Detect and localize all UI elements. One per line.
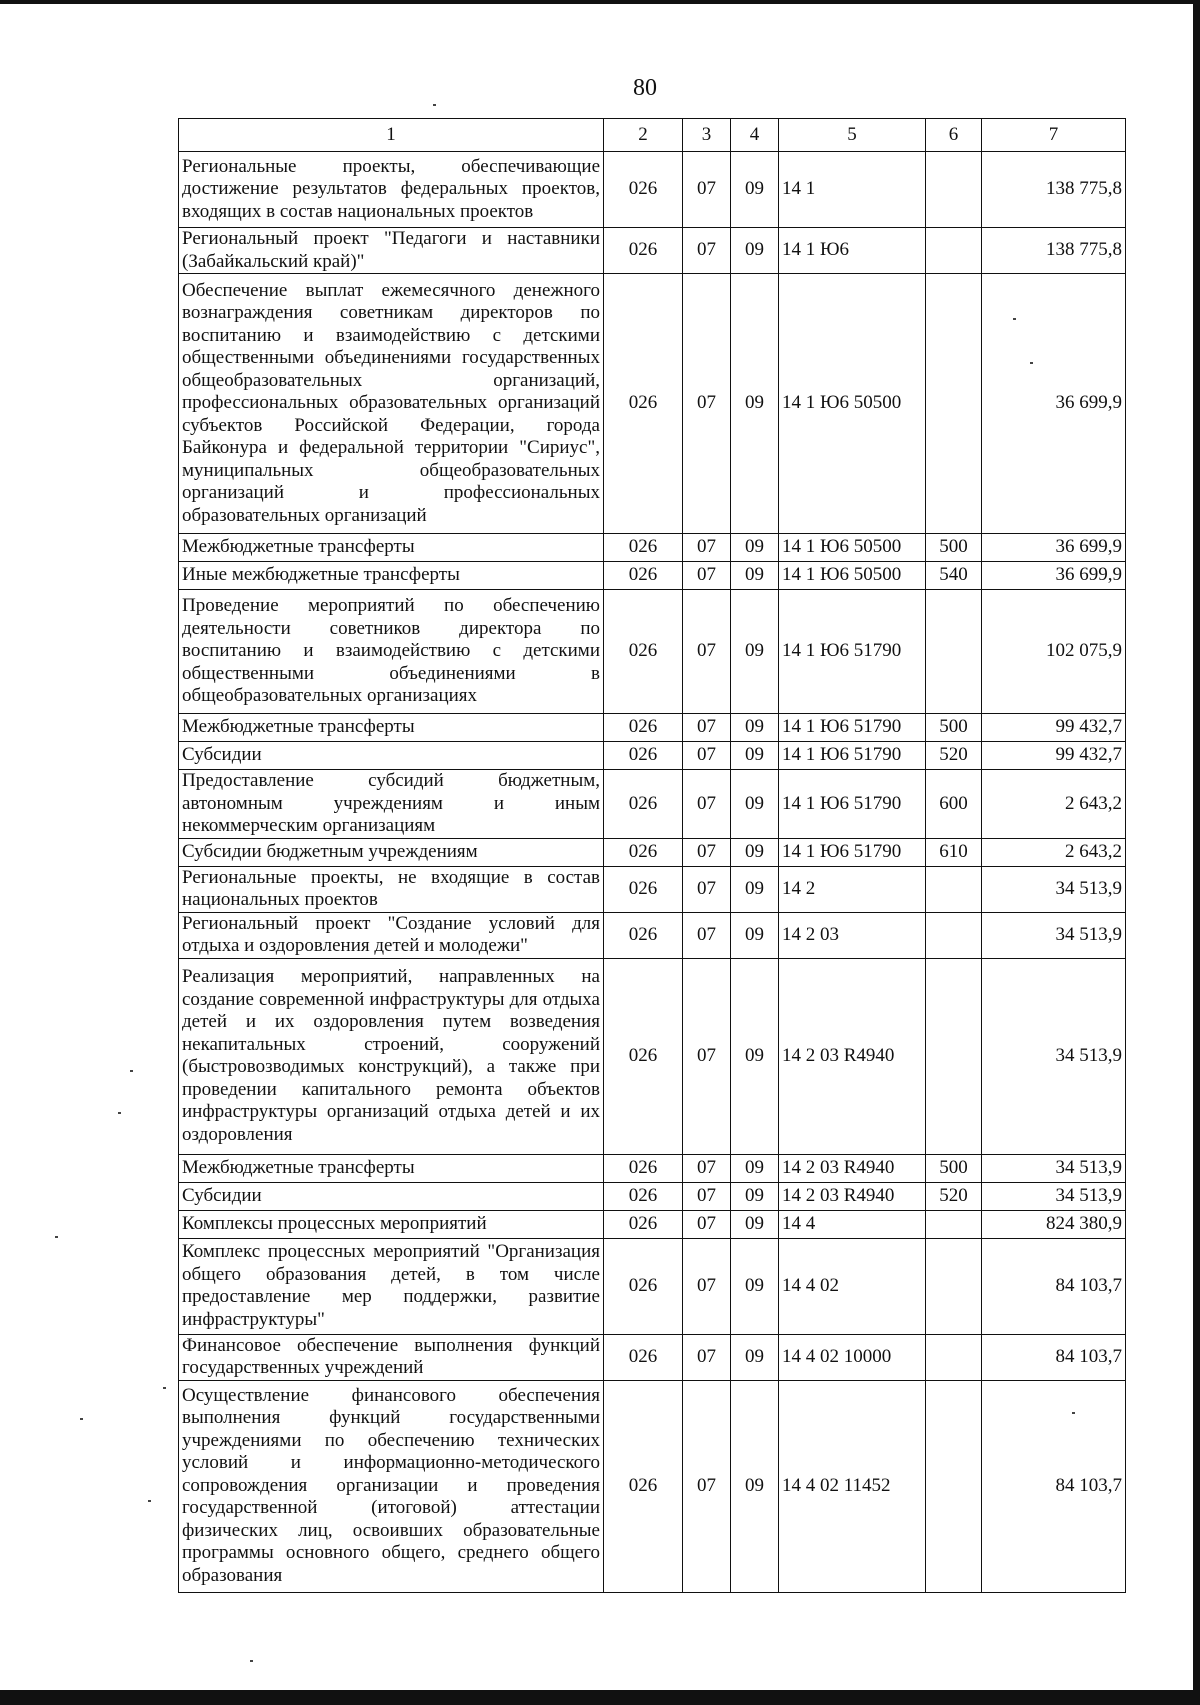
- row-expense-type: 520: [926, 1182, 982, 1210]
- table-row: [179, 562, 1126, 590]
- row-subsection: 09: [731, 912, 779, 958]
- row-expense-type: [926, 1210, 982, 1238]
- row-subsection: 09: [731, 562, 779, 590]
- row-expense-type: [926, 152, 982, 228]
- row-description: Субсидии: [179, 742, 604, 770]
- table-row: [179, 838, 1126, 866]
- row-target-article: 14 2 03 R4940: [779, 1182, 926, 1210]
- table-row: [179, 912, 1126, 958]
- row-description: Региональный проект "Создание условий для отдыха и оздоровления детей и молодежи": [179, 912, 604, 958]
- row-description: Проведение мероприятий по обеспечению деятельности советников директора по воспитанию и взаимодействию с детскими общественными объединениями в общеобразовательных организациях: [179, 590, 604, 714]
- page-number: 80: [633, 75, 657, 101]
- row-target-article: 14 1 Ю6 51790: [779, 714, 926, 742]
- table-row: [179, 1182, 1126, 1210]
- table-row: [179, 590, 1126, 714]
- row-target-article: 14 1: [779, 152, 926, 228]
- row-section: 07: [683, 958, 731, 1154]
- row-code-admin: 026: [604, 866, 683, 912]
- row-section: 07: [683, 562, 731, 590]
- row-expense-type: 610: [926, 838, 982, 866]
- row-expense-type: 520: [926, 742, 982, 770]
- header-cell: 6: [926, 119, 982, 152]
- row-target-article: 14 4 02 10000: [779, 1334, 926, 1380]
- row-description: Реализация мероприятий, направленных на создание современной инфраструктуры для отдыха детей и их оздоровления путем возведения некапитальных строений, сооружений (быстровозводимых конструкций), а также при проведении капитального ремонта объектов инфраструктуры организаций отдыха детей и их оздоровления: [179, 958, 604, 1154]
- scan-speck: [433, 104, 436, 106]
- row-subsection: 09: [731, 1334, 779, 1380]
- header-cell: 2: [604, 119, 683, 152]
- row-description: Иные межбюджетные трансферты: [179, 562, 604, 590]
- table-row: [179, 1238, 1126, 1334]
- row-code-admin: 026: [604, 1182, 683, 1210]
- row-target-article: 14 2 03 R4940: [779, 1154, 926, 1182]
- row-amount: 99 432,7: [982, 714, 1126, 742]
- row-description: Межбюджетные трансферты: [179, 1154, 604, 1182]
- scan-border-right: [1193, 0, 1200, 1705]
- row-target-article: 14 1 Ю6 51790: [779, 838, 926, 866]
- row-amount: 2 643,2: [982, 838, 1126, 866]
- row-description: Комплекс процессных мероприятий "Организация общего образования детей, в том числе предоставление мер поддержки, развитие инфраструктуры": [179, 1238, 604, 1334]
- row-target-article: 14 4 02: [779, 1238, 926, 1334]
- scan-speck: [1013, 318, 1016, 320]
- row-subsection: 09: [731, 1182, 779, 1210]
- row-target-article: 14 4 02 11452: [779, 1380, 926, 1592]
- scan-speck: [1030, 362, 1033, 364]
- row-code-admin: 026: [604, 228, 683, 274]
- scan-speck: [1072, 1412, 1075, 1414]
- row-code-admin: 026: [604, 912, 683, 958]
- row-expense-type: [926, 590, 982, 714]
- row-description: Региональный проект "Педагоги и наставники (Забайкальский край)": [179, 228, 604, 274]
- row-target-article: 14 1 Ю6 50500: [779, 562, 926, 590]
- row-amount: 138 775,8: [982, 152, 1126, 228]
- row-section: 07: [683, 742, 731, 770]
- row-section: 07: [683, 1238, 731, 1334]
- row-expense-type: [926, 866, 982, 912]
- row-code-admin: 026: [604, 562, 683, 590]
- row-section: 07: [683, 770, 731, 839]
- row-description: Региональные проекты, не входящие в состав национальных проектов: [179, 866, 604, 912]
- row-expense-type: 540: [926, 562, 982, 590]
- scan-border-bottom: [0, 1690, 1200, 1705]
- row-code-admin: 026: [604, 1154, 683, 1182]
- table-row: [179, 866, 1126, 912]
- row-target-article: 14 1 Ю6 51790: [779, 742, 926, 770]
- row-amount: 2 643,2: [982, 770, 1126, 839]
- row-subsection: 09: [731, 590, 779, 714]
- row-description: Субсидии бюджетным учреждениям: [179, 838, 604, 866]
- row-code-admin: 026: [604, 1238, 683, 1334]
- row-subsection: 09: [731, 274, 779, 534]
- header-cell: 5: [779, 119, 926, 152]
- row-target-article: 14 1 Ю6 51790: [779, 590, 926, 714]
- header-cell: 1: [179, 119, 604, 152]
- row-section: 07: [683, 866, 731, 912]
- row-section: 07: [683, 714, 731, 742]
- row-expense-type: 500: [926, 714, 982, 742]
- row-expense-type: [926, 1380, 982, 1592]
- row-amount: 84 103,7: [982, 1334, 1126, 1380]
- row-code-admin: 026: [604, 152, 683, 228]
- row-subsection: 09: [731, 742, 779, 770]
- scan-speck: [250, 1660, 253, 1662]
- row-description: Межбюджетные трансферты: [179, 714, 604, 742]
- row-section: 07: [683, 152, 731, 228]
- row-amount: 36 699,9: [982, 274, 1126, 534]
- scan-border-top: [0, 0, 1200, 4]
- row-subsection: 09: [731, 1238, 779, 1334]
- table-row: [179, 274, 1126, 534]
- table-row: [179, 228, 1126, 274]
- row-subsection: 09: [731, 770, 779, 839]
- row-section: 07: [683, 838, 731, 866]
- row-amount: 34 513,9: [982, 1154, 1126, 1182]
- row-subsection: 09: [731, 152, 779, 228]
- row-code-admin: 026: [604, 1334, 683, 1380]
- row-code-admin: 026: [604, 958, 683, 1154]
- row-subsection: 09: [731, 958, 779, 1154]
- row-subsection: 09: [731, 714, 779, 742]
- row-expense-type: [926, 912, 982, 958]
- row-code-admin: 026: [604, 274, 683, 534]
- row-code-admin: 026: [604, 714, 683, 742]
- row-section: 07: [683, 590, 731, 714]
- row-amount: 36 699,9: [982, 534, 1126, 562]
- row-amount: 824 380,9: [982, 1210, 1126, 1238]
- table-row: [179, 1380, 1126, 1592]
- row-expense-type: [926, 958, 982, 1154]
- table-row: [179, 152, 1126, 228]
- row-target-article: 14 1 Ю6: [779, 228, 926, 274]
- row-amount: 84 103,7: [982, 1380, 1126, 1592]
- row-expense-type: [926, 274, 982, 534]
- scan-speck: [148, 1500, 151, 1502]
- row-description: Предоставление субсидий бюджетным, автономным учреждениям и иным некоммерческим организациям: [179, 770, 604, 839]
- row-description: Субсидии: [179, 1182, 604, 1210]
- row-target-article: 14 2 03: [779, 912, 926, 958]
- row-code-admin: 026: [604, 1380, 683, 1592]
- table-row: [179, 714, 1126, 742]
- row-expense-type: 500: [926, 534, 982, 562]
- row-section: 07: [683, 1154, 731, 1182]
- row-section: 07: [683, 1334, 731, 1380]
- row-section: 07: [683, 1182, 731, 1210]
- header-row: [179, 119, 1126, 152]
- row-amount: 34 513,9: [982, 866, 1126, 912]
- budget-table: [178, 118, 1126, 1593]
- row-description: Осуществление финансового обеспечения выполнения функций государственными учреждениями по обеспечению технических условий и информационно-методического сопровождения организации и проведения государственной (итоговой) аттестации физических лиц, освоивших образовательные программы основного общего, среднего общего образования: [179, 1380, 604, 1592]
- header-cell: 7: [982, 119, 1126, 152]
- row-amount: 102 075,9: [982, 590, 1126, 714]
- row-description: Обеспечение выплат ежемесячного денежного вознаграждения советникам директоров по воспитанию и взаимодействию с детскими общественными объединениями государственных общеобразовательных организаций, профессиональных образовательных организаций субъектов Российской Федерации, города Байконура и федеральной территории "Сириус", муниципальных общеобразовательных организаций и профессиональных образовательных организаций: [179, 274, 604, 534]
- row-section: 07: [683, 228, 731, 274]
- row-expense-type: 600: [926, 770, 982, 839]
- scan-speck: [80, 1418, 83, 1420]
- table-row: [179, 958, 1126, 1154]
- row-code-admin: 026: [604, 742, 683, 770]
- row-amount: 99 432,7: [982, 742, 1126, 770]
- table-row: [179, 1210, 1126, 1238]
- header-cell: 4: [731, 119, 779, 152]
- row-code-admin: 026: [604, 534, 683, 562]
- row-subsection: 09: [731, 228, 779, 274]
- row-amount: 34 513,9: [982, 1182, 1126, 1210]
- table-row: [179, 534, 1126, 562]
- table-row: [179, 1154, 1126, 1182]
- row-target-article: 14 4: [779, 1210, 926, 1238]
- row-target-article: 14 1 Ю6 50500: [779, 534, 926, 562]
- row-subsection: 09: [731, 534, 779, 562]
- table-row: [179, 770, 1126, 839]
- table-body: [179, 152, 1126, 1593]
- row-section: 07: [683, 1380, 731, 1592]
- row-amount: 138 775,8: [982, 228, 1126, 274]
- row-description: Финансовое обеспечение выполнения функций государственных учреждений: [179, 1334, 604, 1380]
- row-expense-type: [926, 228, 982, 274]
- row-subsection: 09: [731, 1154, 779, 1182]
- row-expense-type: [926, 1238, 982, 1334]
- row-code-admin: 026: [604, 590, 683, 714]
- row-code-admin: 026: [604, 1210, 683, 1238]
- row-description: Региональные проекты, обеспечивающие достижение результатов федеральных проектов, входящих в состав национальных проектов: [179, 152, 604, 228]
- row-amount: 34 513,9: [982, 912, 1126, 958]
- scan-speck: [118, 1112, 121, 1114]
- scan-speck: [55, 1236, 58, 1238]
- row-amount: 84 103,7: [982, 1238, 1126, 1334]
- table-row: [179, 742, 1126, 770]
- scan-speck: [163, 1387, 166, 1389]
- row-target-article: 14 1 Ю6 51790: [779, 770, 926, 839]
- row-target-article: 14 2: [779, 866, 926, 912]
- row-target-article: 14 1 Ю6 50500: [779, 274, 926, 534]
- header-cell: 3: [683, 119, 731, 152]
- row-code-admin: 026: [604, 770, 683, 839]
- row-subsection: 09: [731, 1210, 779, 1238]
- row-amount: 34 513,9: [982, 958, 1126, 1154]
- row-subsection: 09: [731, 866, 779, 912]
- row-subsection: 09: [731, 838, 779, 866]
- row-target-article: 14 2 03 R4940: [779, 958, 926, 1154]
- row-section: 07: [683, 534, 731, 562]
- row-section: 07: [683, 912, 731, 958]
- row-description: Межбюджетные трансферты: [179, 534, 604, 562]
- row-description: Комплексы процессных мероприятий: [179, 1210, 604, 1238]
- row-subsection: 09: [731, 1380, 779, 1592]
- scan-speck: [130, 1070, 133, 1072]
- row-expense-type: 500: [926, 1154, 982, 1182]
- row-code-admin: 026: [604, 838, 683, 866]
- table-row: [179, 1334, 1126, 1380]
- row-expense-type: [926, 1334, 982, 1380]
- row-section: 07: [683, 1210, 731, 1238]
- row-section: 07: [683, 274, 731, 534]
- row-amount: 36 699,9: [982, 562, 1126, 590]
